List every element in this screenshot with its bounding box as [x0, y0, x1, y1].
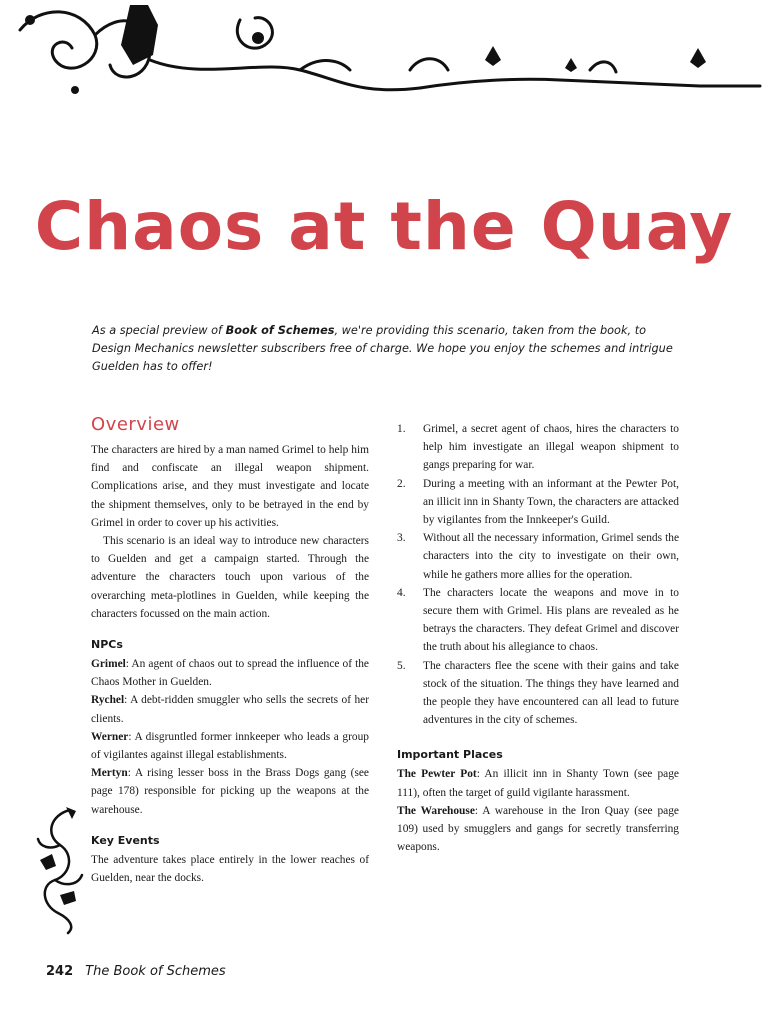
- right-column: [397, 420, 679, 856]
- list-item-number: 1.: [397, 423, 406, 435]
- event-list: [397, 420, 679, 729]
- list-item-number: 2.: [397, 477, 406, 490]
- list-item-text: The characters flee the scene with their gains and take stock of the situation. The things they have learned and the people they have encountered can all lead to future adventures in the city of schemes.: [423, 659, 679, 727]
- footer-book-title: The Book of Schemes: [85, 964, 226, 979]
- list-item-text: The characters locate the weapons and move in to secure them with Grimel. His plans are revealed as he betrays the characters. They defeat Grimel and discover the truth about his allegiance to chaos.: [423, 586, 679, 654]
- npc-desc: : A debt-ridden smuggler who sells the secrets of her clients.: [91, 694, 369, 725]
- list-item-number: 3.: [397, 532, 406, 545]
- npc-desc: : A disgruntled former innkeeper who leads a group of vigilantes against illegal establishments.: [91, 730, 369, 762]
- list-item: [397, 584, 679, 657]
- npc-entry: [91, 691, 369, 727]
- key-events-text: The adventure takes place entirely in the lower reaches of Guelden, near the docks.: [91, 853, 369, 885]
- list-item-text: Grimel, a secret agent of chaos, hires the characters to help him investigate an illegal weapon shipment to gangs preparing for war.: [423, 423, 679, 472]
- npcs-heading: NPCs: [91, 638, 123, 652]
- list-item-number: 4.: [397, 586, 406, 599]
- overview-paragraph-1: The characters are hired by a man named Grimel to help him find and confiscate an illegal weapon shipment. Complications arise, and they must investigate and locate the shipment themselves, only to be betrayed in the end by Grimel in order to cover up his activities.: [91, 444, 369, 529]
- intro-suffix: , we're providing this scenario, taken from the book, to Design Mechanics newsletter subscribers free of charge. We hope you enjoy the schemes and intrigue Guelden has to offer!: [92, 324, 673, 373]
- intro-text: [92, 322, 682, 376]
- place-name: The Pewter Pot: [397, 768, 477, 781]
- npc-desc: : A rising lesser boss in the Brass Dogs gang (see page 178) responsible for picking up the weapons at the warehouse.: [91, 767, 369, 816]
- list-item: [397, 529, 679, 584]
- list-item-text: Without all the necessary information, Grimel sends the characters into the city to investigate on their own, while he gathers more allies for the operation.: [423, 532, 679, 581]
- key-events-heading: Key Events: [91, 833, 160, 847]
- place-entry: [397, 802, 679, 857]
- list-item: [397, 657, 679, 730]
- npc-desc: : An agent of chaos out to spread the influence of the Chaos Mother in Guelden.: [91, 658, 369, 689]
- npc-entry: [91, 764, 369, 819]
- important-places-heading: Important Places: [397, 748, 503, 762]
- filigree-header-ornament-icon: [0, 0, 768, 110]
- page-footer: [46, 962, 226, 982]
- page-number: 242: [46, 964, 74, 979]
- overview-heading: Overview: [91, 414, 180, 435]
- list-item: [397, 420, 679, 475]
- dragon-corner-ornament-icon: [30, 805, 88, 935]
- npc-name: Rychel: [91, 694, 125, 707]
- npc-name: Grimel: [91, 658, 126, 671]
- place-name: The Warehouse: [397, 804, 475, 817]
- intro-book-title: Book of Schemes: [225, 324, 335, 337]
- list-item-number: 5.: [397, 659, 406, 672]
- list-item: [397, 475, 679, 530]
- place-desc: : A warehouse in the Iron Quay (see page 109) used by smugglers and gangs for secretly transferring weapons.: [397, 804, 679, 854]
- overview-paragraph-2: This scenario is an ideal way to introduce new characters to Guelden and get a campaign started. Through the adventure the characters touch upon various of the overarching meta-plotlines in Guelden, while keeping the characters focussed on the main action.: [91, 535, 369, 620]
- npc-name: Mertyn: [91, 767, 128, 780]
- npc-entry: [91, 655, 369, 691]
- page-title: Chaos at the Quay: [34, 188, 734, 265]
- place-desc: : An illicit inn in Shanty Town (see page 111), often the target of guild vigilante harassment.: [397, 768, 679, 799]
- npc-entry: [91, 728, 369, 764]
- list-item-text: During a meeting with an informant at the Pewter Pot, an illicit inn in Shanty Town, the characters are attacked by vigilantes from the Innkeeper's Guild.: [423, 477, 679, 527]
- npc-name: Werner: [91, 730, 129, 743]
- place-entry: [397, 765, 679, 801]
- left-column: [91, 413, 369, 887]
- intro-prefix: As a special preview of: [92, 324, 226, 337]
